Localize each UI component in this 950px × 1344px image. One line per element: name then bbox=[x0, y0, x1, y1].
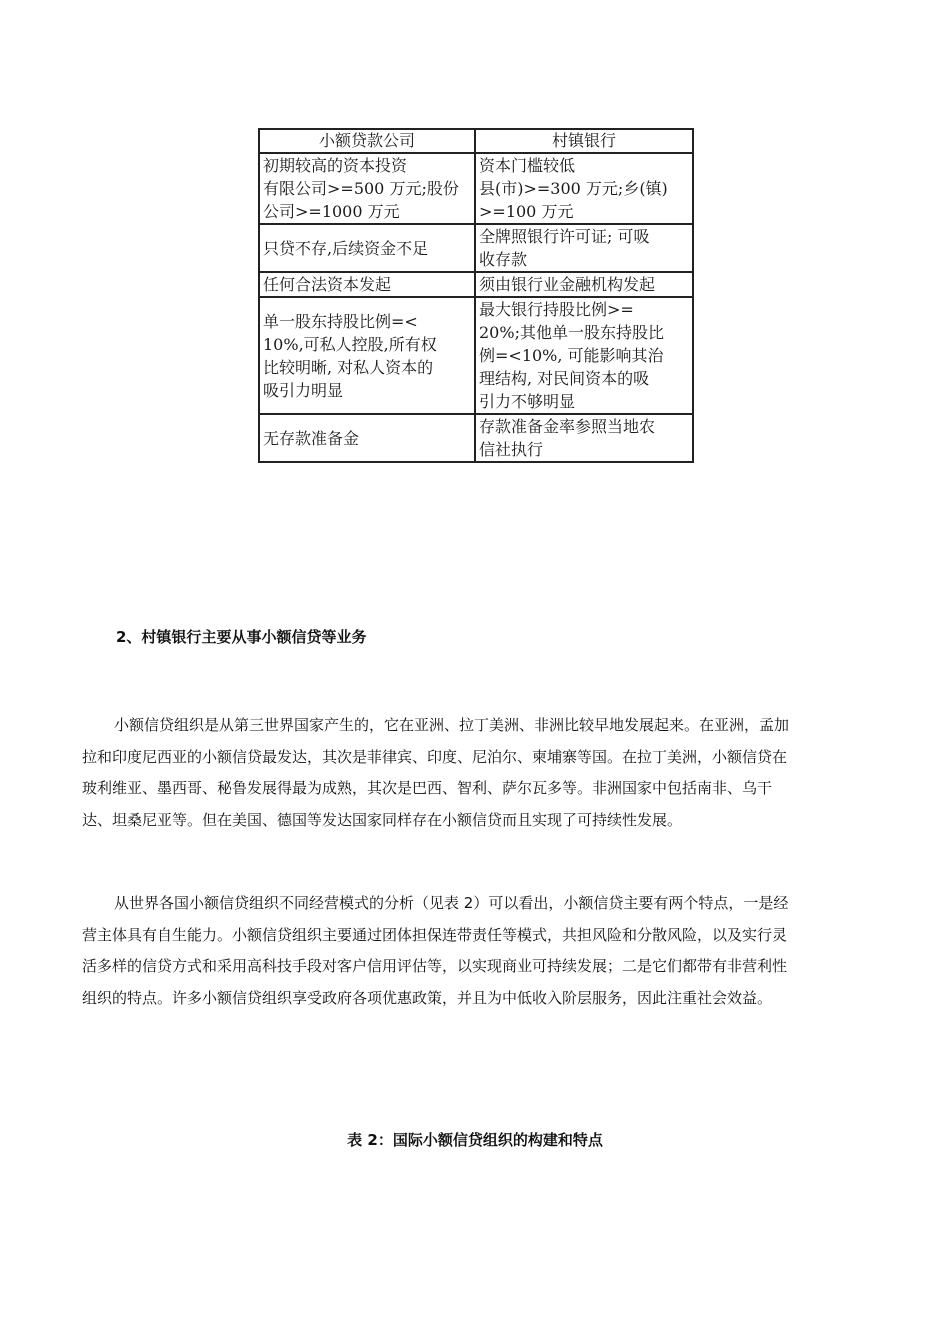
cell-line: 例=<10%, 可能影响其治 bbox=[479, 346, 664, 365]
table-row bbox=[259, 297, 693, 414]
paragraph-line: 玻利维亚、墨西哥、秘鲁发展得最为成熟，其次是巴西、智利、萨尔瓦多等。非洲国家中包括南非、乌干 bbox=[82, 779, 773, 797]
cell-line: 初期较高的资本投资 bbox=[263, 156, 408, 175]
table-row bbox=[259, 224, 693, 272]
section-heading: 2、村镇银行主要从事小额信贷等业务 bbox=[116, 628, 367, 646]
cell-line: 任何合法资本发起 bbox=[263, 275, 392, 294]
paragraph-line: 营主体具有自生能力。小额信贷组织主要通过团体担保连带责任等模式，共担风险和分散风险，以及实行灵 bbox=[82, 925, 788, 944]
table-cell bbox=[475, 153, 693, 224]
table-cell bbox=[259, 272, 475, 297]
table-cell bbox=[475, 297, 693, 414]
cell-line: 最大银行持股比例>= bbox=[479, 300, 634, 319]
cell-line: 存款准备金率参照当地农 bbox=[479, 417, 656, 436]
table-cell bbox=[259, 297, 475, 414]
comparison-table bbox=[258, 128, 694, 463]
table-cell bbox=[259, 153, 475, 224]
paragraph-line: 小额信贷组织是从第三世界国家产生的，它在亚洲、拉丁美洲、非洲比较早地发展起来。在亚洲，孟加 bbox=[114, 716, 790, 734]
table-cell bbox=[259, 414, 475, 462]
cell-line: 资本门槛较低 bbox=[479, 156, 576, 175]
table-caption: 表 2：国际小额信贷组织的构建和特点 bbox=[347, 1131, 603, 1149]
cell-line: >=100 万元 bbox=[479, 202, 574, 221]
cell-line: 吸引力明显 bbox=[263, 380, 344, 400]
cell-line: 只贷不存,后续资金不足 bbox=[263, 238, 429, 258]
table-cell bbox=[475, 224, 693, 272]
cell-line: 10%,可私人控股,所有权 bbox=[263, 334, 437, 354]
cell-line: 单一股东持股比例=< bbox=[263, 311, 418, 331]
paragraph-line: 从世界各国小额信贷组织不同经营模式的分析（见表 2）可以看出，小额信贷主要有两个特点，一是经 bbox=[114, 894, 789, 912]
paragraph-line: 达、坦桑尼亚等。但在美国、德国等发达国家同样存在小额信贷而且实现了可持续性发展。 bbox=[82, 810, 683, 829]
cell-line: 理结构, 对民间资本的吸 bbox=[479, 369, 650, 388]
paragraph-line: 拉和印度尼西亚的小额信贷最发达，其次是菲律宾、印度、尼泊尔、柬埔寨等国。在拉丁美洲，小额信贷在 bbox=[82, 747, 788, 766]
table-header-row bbox=[259, 129, 693, 153]
table-header-cell: 小额贷款公司 bbox=[259, 129, 475, 153]
paragraph-line: 组织的特点。许多小额信贷组织享受政府各项优惠政策，并且为中低收入阶层服务，因此注重社会效益。 bbox=[82, 988, 773, 1007]
table-cell bbox=[475, 414, 693, 462]
paragraph bbox=[82, 888, 870, 1014]
cell-line: 信社执行 bbox=[479, 440, 544, 459]
paragraph bbox=[82, 710, 870, 836]
cell-line: 比较明晰, 对私人资本的 bbox=[263, 357, 434, 377]
paragraph-line: 活多样的信贷方式和采用高科技手段对客户信用评估等，以实现商业可持续发展；二是它们都带有非营利性 bbox=[82, 957, 788, 975]
cell-line: 县(市)>=300 万元;乡(镇) bbox=[479, 179, 668, 198]
cell-line: 有限公司>=500 万元;股份 bbox=[263, 179, 459, 198]
cell-line: 全牌照银行许可证; 可吸 bbox=[479, 227, 650, 246]
cell-line: 收存款 bbox=[479, 250, 528, 269]
cell-line: 引力不够明显 bbox=[479, 392, 576, 411]
table-row bbox=[259, 414, 693, 462]
table-row bbox=[259, 153, 693, 224]
cell-line: 20%;其他单一股东持股比 bbox=[479, 323, 664, 342]
cell-line: 无存款准备金 bbox=[263, 428, 360, 448]
cell-line: 须由银行业金融机构发起 bbox=[479, 275, 656, 294]
table-header-cell: 村镇银行 bbox=[475, 129, 693, 153]
table-cell bbox=[475, 272, 693, 297]
cell-line: 公司>=1000 万元 bbox=[263, 202, 400, 221]
table-cell bbox=[259, 224, 475, 272]
table-row bbox=[259, 272, 693, 297]
